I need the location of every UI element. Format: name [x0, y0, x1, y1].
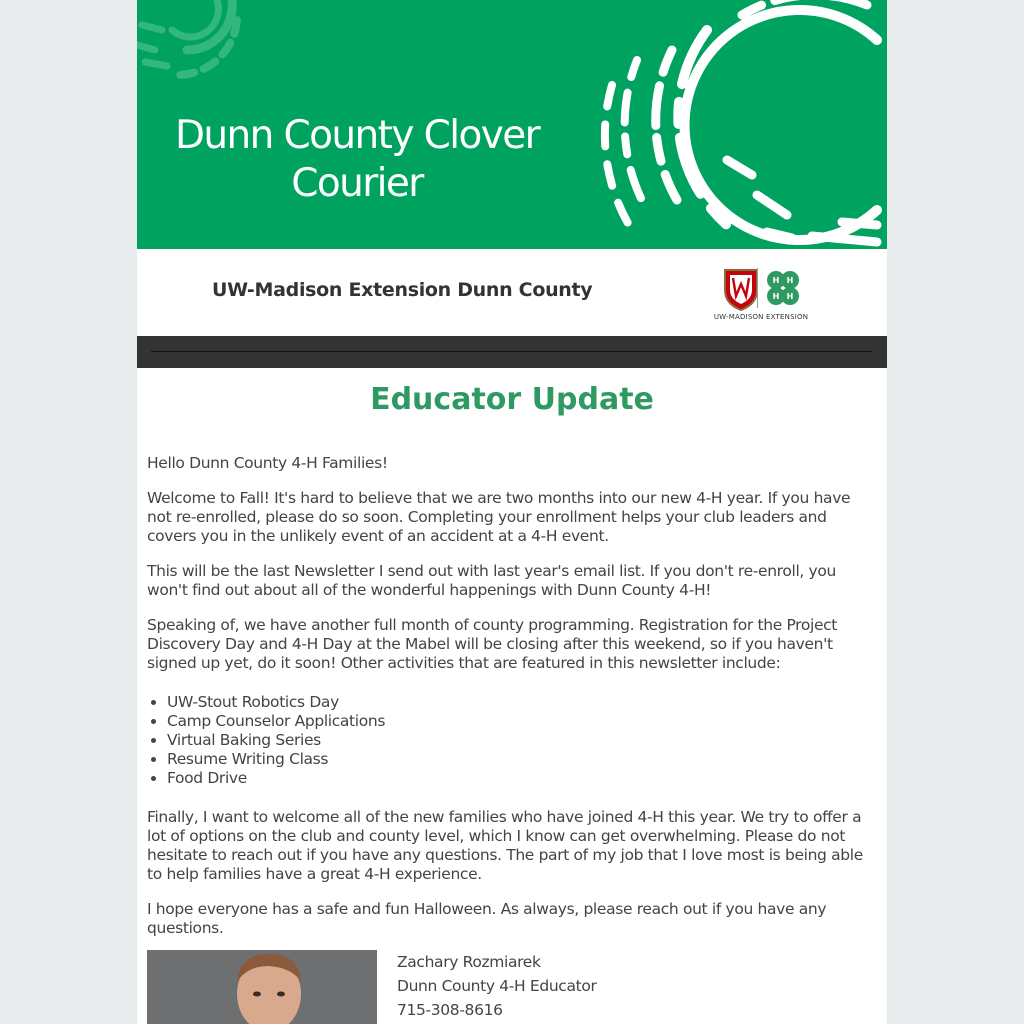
4h-clover-icon	[762, 268, 804, 310]
signature-block	[147, 950, 877, 1024]
logo-caption: UW-MADISON EXTENSION	[713, 313, 809, 321]
svg-text:H: H	[786, 292, 794, 301]
activities-list	[147, 693, 879, 788]
list-item: • Resume Writing Class	[167, 750, 879, 769]
signature-details	[397, 950, 597, 1022]
paragraph-halloween: I hope everyone has a safe and fun Halloween. As always, please reach out if you have any questions.	[147, 900, 827, 937]
greeting: Hello Dunn County 4-H Families!	[147, 454, 388, 472]
svg-text:H: H	[772, 276, 780, 285]
organization-name: UW-Madison Extension Dunn County	[212, 279, 593, 301]
educator-photo	[147, 950, 377, 1024]
person-portrait-icon	[147, 950, 377, 1024]
svg-text:H: H	[772, 292, 780, 301]
title-line-1: Dunn County Clover	[174, 113, 540, 158]
section-title: Educator Update	[370, 382, 654, 417]
article-body	[147, 454, 879, 954]
title-line-2: Courier	[291, 161, 423, 206]
list-item: • Virtual Baking Series	[167, 731, 879, 750]
newsletter-title	[157, 112, 557, 208]
divider-bar	[137, 336, 887, 368]
list-item: • Camp Counselor Applications	[167, 712, 879, 731]
svg-text:H: H	[786, 276, 794, 285]
paragraph-welcome: Finally, I want to welcome all of the new families who have joined 4-H this year. We try to offer a lot of options on the club and county level, which I know can get overwhelming. Please do not hesitate to reach out if you have any questions. The part of my job that I love most is being able to help families have a great 4-H experience.	[147, 808, 863, 883]
hero-banner	[137, 0, 887, 249]
newsletter-email	[137, 0, 887, 1024]
logo-divider	[757, 268, 758, 308]
paragraph-programming: Speaking of, we have another full month of county programming. Registration for the Project Discovery Day and 4-H Day at the Mabel will be closing after this weekend, so if you haven't signed up yet, do it soon! Other activities that are featured in this newsletter include:	[147, 616, 838, 672]
paragraph-newsletter: This will be the last Newsletter I send out with last year's email list. If you don't re-enroll, you won't find out about all of the wonderful happenings with Dunn County 4-H!	[147, 562, 836, 599]
paragraph-enrollment: Welcome to Fall! It's hard to believe that we are two months into our new 4-H year. If you have not re-enrolled, please do so soon. Completing your enrollment helps your club leaders and covers you in the unlikely event of an accident at a 4-H event.	[147, 489, 851, 545]
extension-logo	[713, 266, 809, 324]
list-item: • Food Drive	[167, 769, 879, 788]
uw-crest-icon	[721, 266, 761, 312]
brand-bar	[137, 249, 887, 336]
educator-title: Dunn County 4-H Educator	[397, 977, 597, 995]
list-item: • UW-Stout Robotics Day	[167, 693, 879, 712]
decorative-clover-rings-icon	[577, 0, 887, 249]
divider-line	[151, 351, 872, 352]
educator-name: Zachary Rozmiarek	[397, 953, 541, 971]
decorative-rings-icon	[137, 0, 247, 90]
educator-phone[interactable]: 715-308-8616	[397, 1001, 503, 1019]
